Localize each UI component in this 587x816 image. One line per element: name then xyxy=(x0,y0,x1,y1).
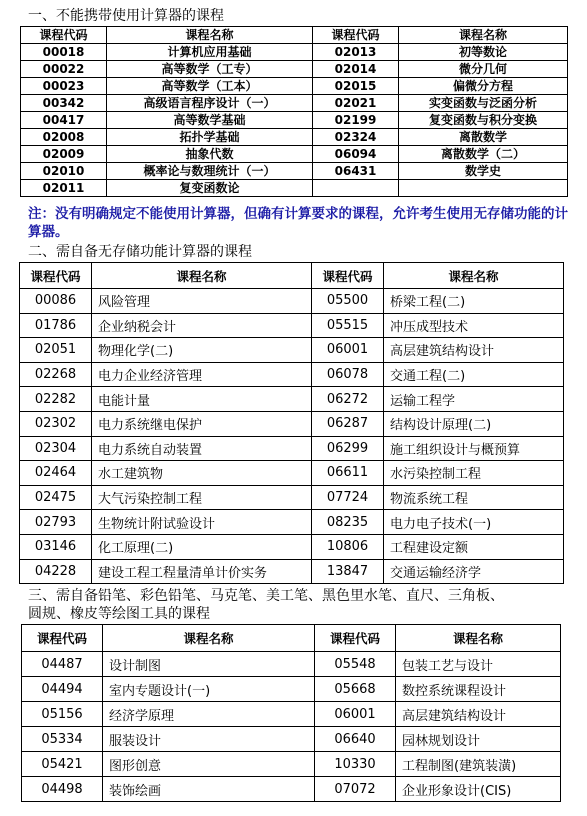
course-code-cell: 06001 xyxy=(312,338,384,363)
table-row xyxy=(21,44,568,61)
course-code-cell: 03146 xyxy=(20,534,92,559)
table-row xyxy=(20,534,564,559)
course-name-cell: 电力系统自动装置 xyxy=(92,436,312,461)
table-row xyxy=(21,95,568,112)
course-code-cell: 02464 xyxy=(20,461,92,486)
course-name-cell: 服装设计 xyxy=(103,727,315,752)
table-row xyxy=(21,112,568,129)
table-row xyxy=(20,485,564,510)
table-row xyxy=(22,727,561,752)
course-name-cell: 风险管理 xyxy=(92,289,312,314)
course-code-cell: 00018 xyxy=(21,44,107,61)
course-code-cell: 04494 xyxy=(22,677,103,702)
course-code-cell: 06272 xyxy=(312,387,384,412)
course-code-cell: 06078 xyxy=(312,362,384,387)
course-code-cell: 05334 xyxy=(22,727,103,752)
table-row xyxy=(20,436,564,461)
course-name-cell: 运输工程学 xyxy=(384,387,564,412)
course-code-cell: 02013 xyxy=(313,44,399,61)
course-name-cell: 交通工程(二) xyxy=(384,362,564,387)
table-row xyxy=(21,78,568,95)
course-code-cell: 07072 xyxy=(315,777,396,802)
course-code-cell: 02021 xyxy=(313,95,399,112)
course-name-cell: 数控系统课程设计 xyxy=(396,677,561,702)
course-name-cell: 图形创意 xyxy=(103,752,315,777)
course-code-cell: 00342 xyxy=(21,95,107,112)
course-name-cell: 大气污染控制工程 xyxy=(92,485,312,510)
column-header-name: 课程名称 xyxy=(103,625,315,652)
course-name-cell: 水污染控制工程 xyxy=(384,461,564,486)
course-name-cell: 园林规划设计 xyxy=(396,727,561,752)
table-header-row xyxy=(21,27,568,44)
course-name-cell: 离散数学 xyxy=(399,129,568,146)
course-name-cell xyxy=(399,180,568,197)
table-row xyxy=(20,387,564,412)
course-code-cell: 05668 xyxy=(315,677,396,702)
column-header-code: 课程代码 xyxy=(22,625,103,652)
table-row xyxy=(20,411,564,436)
course-code-cell: 00022 xyxy=(21,61,107,78)
course-code-cell: 02051 xyxy=(20,338,92,363)
course-code-cell: 00086 xyxy=(20,289,92,314)
course-name-cell: 化工原理(二) xyxy=(92,534,312,559)
section-3-title-line2: 圆规、橡皮等绘图工具的课程 xyxy=(28,606,210,622)
course-code-cell: 02014 xyxy=(313,61,399,78)
table-body xyxy=(21,27,568,197)
course-name-cell: 抽象代数 xyxy=(107,146,313,163)
course-name-cell: 冲压成型技术 xyxy=(384,313,564,338)
course-code-cell: 10806 xyxy=(312,534,384,559)
course-name-cell: 物理化学(二) xyxy=(92,338,312,363)
table-row xyxy=(21,163,568,180)
table-header-row xyxy=(22,625,561,652)
table-row xyxy=(21,146,568,163)
course-code-cell: 00023 xyxy=(21,78,107,95)
course-code-cell: 08235 xyxy=(312,510,384,535)
course-name-cell: 装饰绘画 xyxy=(103,777,315,802)
course-name-cell: 高层建筑结构设计 xyxy=(384,338,564,363)
course-code-cell: 13847 xyxy=(312,559,384,584)
course-name-cell: 企业纳税会计 xyxy=(92,313,312,338)
course-code-cell: 02009 xyxy=(21,146,107,163)
course-name-cell: 结构设计原理(二) xyxy=(384,411,564,436)
column-header-code: 课程代码 xyxy=(312,263,384,289)
course-code-cell: 04498 xyxy=(22,777,103,802)
course-code-cell: 01786 xyxy=(20,313,92,338)
section-1-title: 一、不能携带使用计算器的课程 xyxy=(28,8,224,24)
course-name-cell: 离散数学（二） xyxy=(399,146,568,163)
course-name-cell: 建设工程工程量清单计价实务 xyxy=(92,559,312,584)
course-name-cell: 高等数学（工本） xyxy=(107,78,313,95)
table-row xyxy=(20,313,564,338)
course-name-cell: 电力电子技术(一) xyxy=(384,510,564,535)
course-code-cell: 02302 xyxy=(20,411,92,436)
table-body xyxy=(20,263,564,584)
course-name-cell: 生物统计附试验设计 xyxy=(92,510,312,535)
course-code-cell: 06094 xyxy=(313,146,399,163)
column-header-code: 课程代码 xyxy=(313,27,399,44)
course-name-cell: 概率论与数理统计（一） xyxy=(107,163,313,180)
course-name-cell: 高级语言程序设计（一） xyxy=(107,95,313,112)
course-name-cell: 拓扑学基础 xyxy=(107,129,313,146)
course-code-cell: 04228 xyxy=(20,559,92,584)
course-code-cell: 02011 xyxy=(21,180,107,197)
table-calculator-required xyxy=(19,262,564,584)
course-code-cell: 06299 xyxy=(312,436,384,461)
course-name-cell: 计算机应用基础 xyxy=(107,44,313,61)
table-row xyxy=(22,777,561,802)
table-row xyxy=(20,338,564,363)
course-code-cell: 02324 xyxy=(313,129,399,146)
course-code-cell: 02268 xyxy=(20,362,92,387)
column-header-code: 课程代码 xyxy=(315,625,396,652)
course-code-cell: 06611 xyxy=(312,461,384,486)
course-name-cell: 物流系统工程 xyxy=(384,485,564,510)
course-name-cell: 微分几何 xyxy=(399,61,568,78)
course-name-cell: 高等数学（工专） xyxy=(107,61,313,78)
table-row xyxy=(22,677,561,702)
course-name-cell: 工程制图(建筑装潢) xyxy=(396,752,561,777)
course-code-cell: 02475 xyxy=(20,485,92,510)
column-header-name: 课程名称 xyxy=(107,27,313,44)
table-row xyxy=(22,702,561,727)
table-body xyxy=(22,625,561,802)
course-name-cell: 水工建筑物 xyxy=(92,461,312,486)
column-header-name: 课程名称 xyxy=(399,27,568,44)
table-row xyxy=(20,289,564,314)
course-code-cell: 06001 xyxy=(315,702,396,727)
course-name-cell: 偏微分方程 xyxy=(399,78,568,95)
table-row xyxy=(20,559,564,584)
course-name-cell: 电力系统继电保护 xyxy=(92,411,312,436)
table-row xyxy=(22,752,561,777)
course-name-cell: 企业形象设计(CIS) xyxy=(396,777,561,802)
course-code-cell: 06431 xyxy=(313,163,399,180)
table-header-row xyxy=(20,263,564,289)
course-name-cell: 数学史 xyxy=(399,163,568,180)
table-row xyxy=(20,461,564,486)
course-name-cell: 复变函数与积分变换 xyxy=(399,112,568,129)
course-name-cell: 电能计量 xyxy=(92,387,312,412)
table-row xyxy=(22,652,561,677)
course-code-cell: 05421 xyxy=(22,752,103,777)
course-code-cell: 05548 xyxy=(315,652,396,677)
course-code-cell: 07724 xyxy=(312,485,384,510)
column-header-name: 课程名称 xyxy=(396,625,561,652)
course-code-cell: 02015 xyxy=(313,78,399,95)
column-header-name: 课程名称 xyxy=(384,263,564,289)
table-row xyxy=(21,129,568,146)
course-name-cell: 高等数学基础 xyxy=(107,112,313,129)
course-name-cell: 实变函数与泛函分析 xyxy=(399,95,568,112)
course-code-cell: 10330 xyxy=(315,752,396,777)
table-no-calculator xyxy=(20,26,568,197)
table-row xyxy=(20,510,564,535)
table-drawing-tools xyxy=(21,624,561,802)
course-code-cell: 02282 xyxy=(20,387,92,412)
course-code-cell xyxy=(313,180,399,197)
course-name-cell: 交通运输经济学 xyxy=(384,559,564,584)
section-2-title: 二、需自备无存储功能计算器的课程 xyxy=(28,244,252,260)
course-code-cell: 06287 xyxy=(312,411,384,436)
table-row xyxy=(20,362,564,387)
course-name-cell: 施工组织设计与概预算 xyxy=(384,436,564,461)
course-name-cell: 电力企业经济管理 xyxy=(92,362,312,387)
course-name-cell: 包装工艺与设计 xyxy=(396,652,561,677)
course-name-cell: 初等数论 xyxy=(399,44,568,61)
course-name-cell: 经济学原理 xyxy=(103,702,315,727)
course-name-cell: 复变函数论 xyxy=(107,180,313,197)
course-code-cell: 02008 xyxy=(21,129,107,146)
course-code-cell: 05156 xyxy=(22,702,103,727)
course-code-cell: 02793 xyxy=(20,510,92,535)
section-3-title-line1: 三、需自备铅笔、彩色铅笔、马克笔、美工笔、黑色里水笔、直尺、三角板、 xyxy=(28,588,504,604)
table-row xyxy=(21,180,568,197)
course-code-cell: 00417 xyxy=(21,112,107,129)
course-name-cell: 高层建筑结构设计 xyxy=(396,702,561,727)
course-code-cell: 02010 xyxy=(21,163,107,180)
column-header-code: 课程代码 xyxy=(20,263,92,289)
course-name-cell: 设计制图 xyxy=(103,652,315,677)
column-header-name: 课程名称 xyxy=(92,263,312,289)
course-code-cell: 04487 xyxy=(22,652,103,677)
column-header-code: 课程代码 xyxy=(21,27,107,44)
course-code-cell: 02304 xyxy=(20,436,92,461)
calculator-note: 注：没有明确规定不能使用计算器，但确有计算要求的课程，允许考生使用无存储功能的计算器。 xyxy=(28,206,568,240)
table-row xyxy=(21,61,568,78)
course-name-cell: 桥梁工程(二) xyxy=(384,289,564,314)
course-name-cell: 室内专题设计(一) xyxy=(103,677,315,702)
course-name-cell: 工程建设定额 xyxy=(384,534,564,559)
course-code-cell: 05500 xyxy=(312,289,384,314)
course-code-cell: 05515 xyxy=(312,313,384,338)
course-code-cell: 06640 xyxy=(315,727,396,752)
course-code-cell: 02199 xyxy=(313,112,399,129)
